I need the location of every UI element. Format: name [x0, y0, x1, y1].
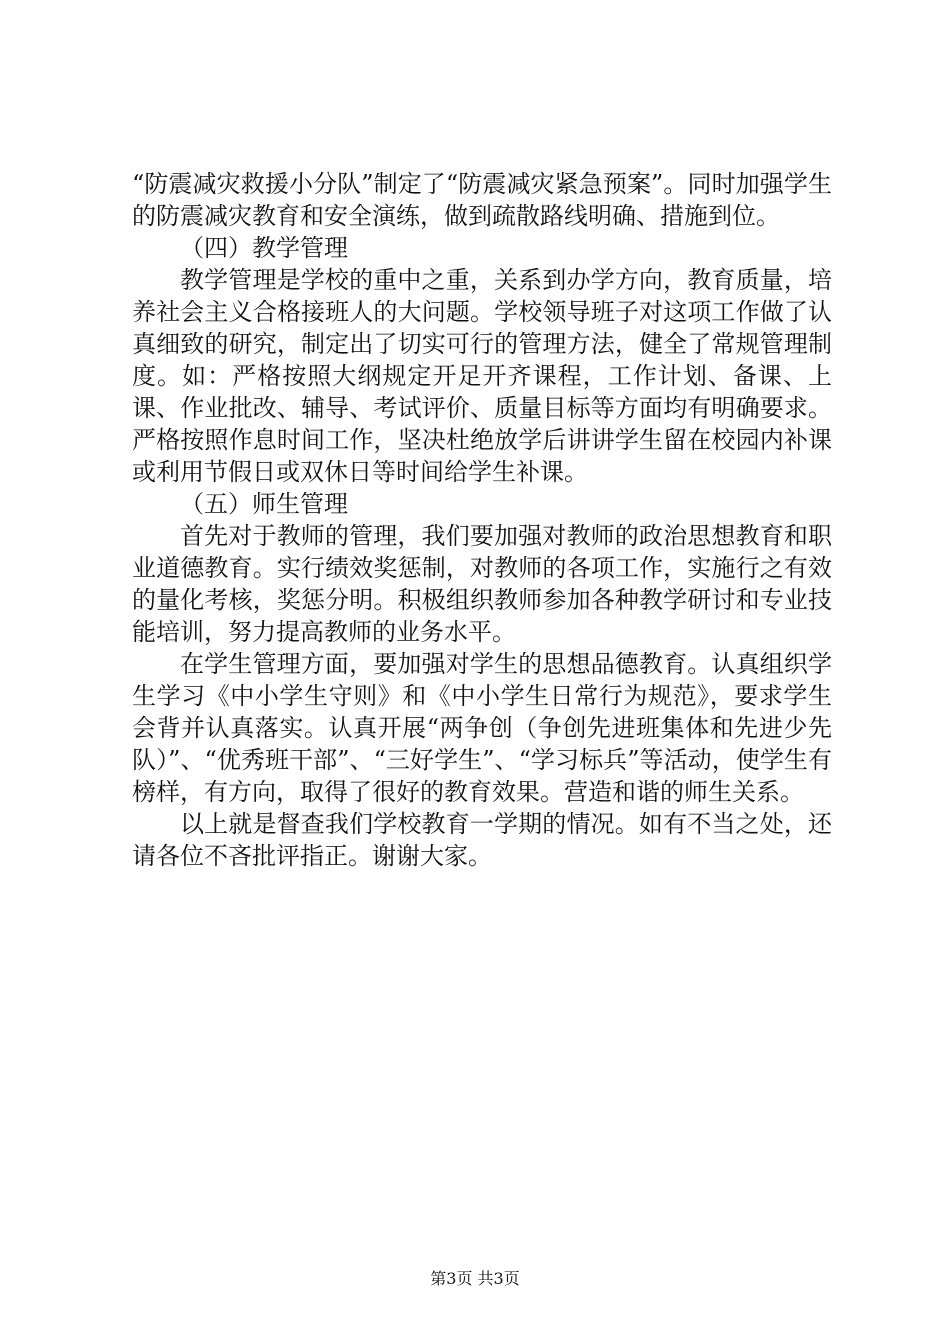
section-heading-teacher-student-management: （五）师生管理 [180, 490, 348, 518]
paragraph-teacher-management: 首先对于教师的管理，我们要加强对教师的政治思想教育和职业道德教育。实行绩效奖惩制，对教师的各项工作，实施行之有效的量化考核，奖惩分明。积极组织教师参加各种教学研讨和专业技能培训，努力提高教师的业务水平。 [132, 522, 832, 646]
paragraph-student-management: 在学生管理方面，要加强对学生的思想品德教育。认真组织学生学习《中小学生守则》和《中小学生日常行为规范》，要求学生会背并认真落实。认真开展“两争创（争创先进班集体和先进少先队）”、“优秀班干部”、“三好学生”、“学习标兵”等活动，使学生有榜样，有方向，取得了很好的教育效果。营造和谐的师生关系。 [132, 650, 832, 806]
section-heading-teaching-management: （四）教学管理 [180, 234, 348, 262]
paragraph-teaching-management: 教学管理是学校的重中之重，关系到办学方向，教育质量，培养社会主义合格接班人的大问题。学校领导班子对这项工作做了认真细致的研究，制定出了切实可行的管理方法，健全了常规管理制度。如：严格按照大纲规定开足开齐课程，工作计划、备课、上课、作业批改、辅导、考试评价、质量目标等方面均有明确要求。严格按照作息时间工作，坚决杜绝放学后讲讲学生留在校园内补课或利用节假日或双休日等时间给学生补课。 [132, 266, 832, 486]
paragraph-closing: 以上就是督查我们学校教育一学期的情况。如有不当之处，还请各位不吝批评指正。谢谢大家。 [132, 810, 832, 870]
paragraph-earthquake-plan: “防震减灾救援小分队”制定了“防震减灾紧急预案”。同时加强学生的防震减灾教育和安全演练，做到疏散路线明确、措施到位。 [132, 170, 832, 230]
document-body [132, 168, 832, 872]
page-number-footer: 第3页 共3页 [430, 1269, 520, 1288]
